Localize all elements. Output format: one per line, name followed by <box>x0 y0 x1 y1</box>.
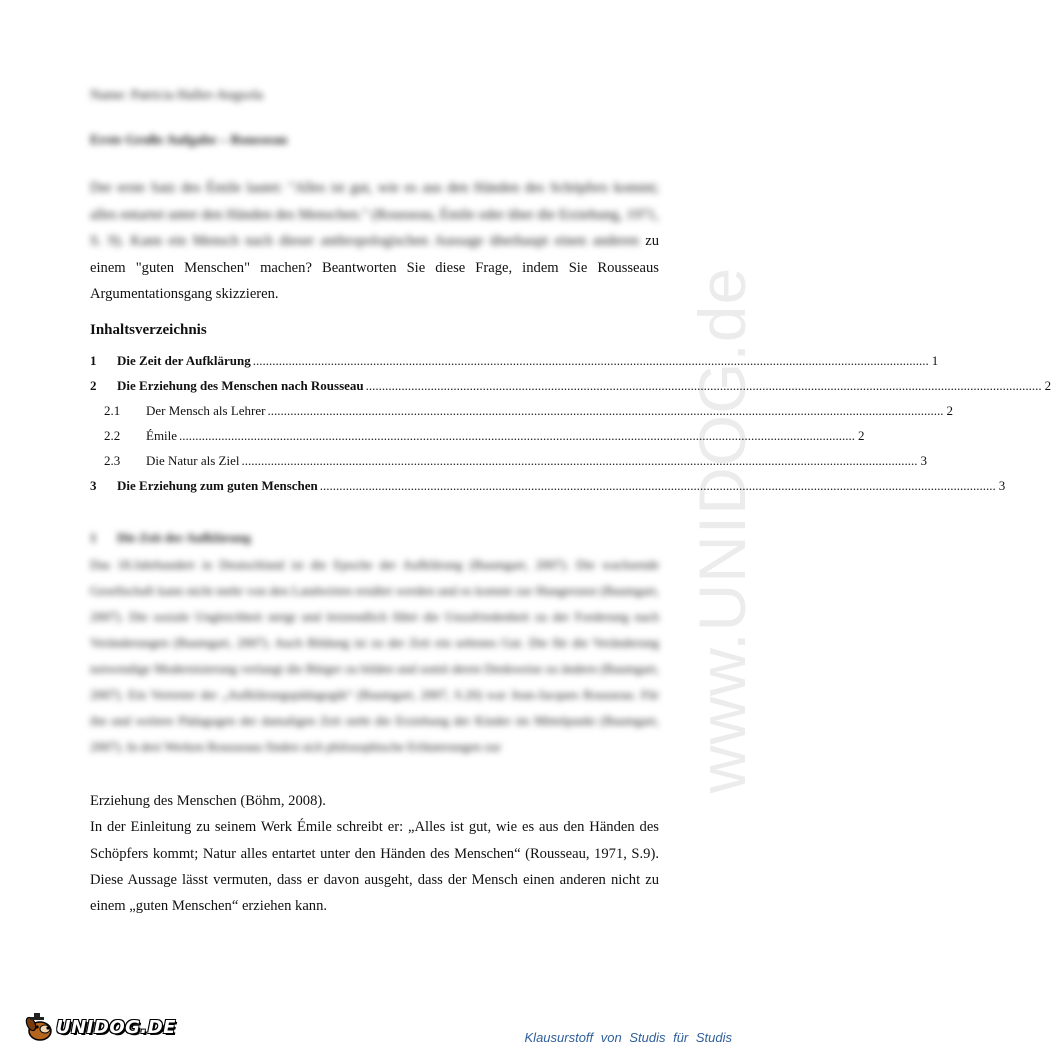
section-heading <box>90 530 251 546</box>
footer-tagline: Klausurstoff von Studis für Studis <box>524 1030 732 1045</box>
toc-leader-dots <box>320 473 996 498</box>
toc-leader-dots <box>253 348 929 373</box>
toc-entry-label: Die Erziehung zum guten Menschen <box>117 478 318 493</box>
toc-entry-label: Émile <box>146 428 178 443</box>
watermark: www.UNIDOG.de <box>685 266 759 794</box>
task-description <box>90 175 659 308</box>
toc-entry-number: 1 <box>90 353 97 368</box>
toc-entry-number: 2 <box>90 378 97 393</box>
toc-entry-label: Die Natur als Ziel <box>146 453 240 468</box>
toc-entry[interactable] <box>90 473 1006 498</box>
task-text-blurred: Der erste Satz des Émile lautet: "Alles ist gut, wie es aus den Händen des Schöpfers kommt; alles entartet unter den Händen des Menschen." (Rousseau, Émile oder über die Erziehung, 1971, S. 9). Kann ein Mensch nach dieser anthropologischen Aussage überhaupt einen anderen <box>90 180 659 249</box>
section-paragraph: In der Einleitung zu seinem Werk Émile schreibt er: „Alles ist gut, wie es aus den Händen des Schöpfers kommt; Natur alles entartet unter den Händen des Menschen“ (Rousseau, 1971, S.9). Diese Aussage lässt vermuten, dass er davon ausgeht, dass der Mensch einen anderen nicht zu einem „guten Menschen“ erziehen kann. <box>90 819 659 915</box>
section-text <box>90 788 659 919</box>
toc-entry-label: Die Erziehung des Menschen nach Rousseau <box>117 378 364 393</box>
section-text-blurred: Das 18.Jahrhundert in Deutschland ist die Epoche der Aufklärung (Baumgart, 2007). Die wachsende Gesellschaft kann nicht mehr von den Landwirten ernährt werden und es kommt zur Hungersnot (Baumgart, 2007). Die soziale Ungleichheit steigt und letztendlich führt die Unzufriedenheit zu der Forderung nach Veränderungen (Baumgart, 2007). Auch Bildung ist zu der Zeit ein seltenes Gut. Die für die Veränderung notwendige Modernisierung verlangt die Bürger zu bilden und somit deren Denkweise zu ändern (Baumgart, 2007). Ein Vertreter der „Aufklärungspädagogik“ (Baumgart, 2007, S.20) war Jean-Jacques Rousseau. Für ihn und weitere Pädagogen der damaligen Zeit steht die Erziehung der Kinder im Mittelpunkt (Baumgart, 2007). In drei Werken Rousseaus finden sich philosophische Erläuterungen zur <box>90 557 659 754</box>
toc-leader-dots <box>179 423 855 448</box>
author-name: Name: Patricia Haller-Angsola <box>90 88 264 103</box>
toc-entry[interactable] <box>90 398 953 423</box>
toc-entry-label: Der Mensch als Lehrer <box>146 403 266 418</box>
logo-text: UNIDOG.DE <box>56 1016 176 1038</box>
toc-entry-number: 2.1 <box>104 403 121 418</box>
task-text: zu einem "guten Menschen" machen? Beantworten Sie diese Frage, indem Sie Rousseaus Argumentationsgang skizzieren. <box>90 233 659 302</box>
dog-icon <box>22 1012 58 1042</box>
toc-heading: Inhaltsverzeichnis <box>90 322 207 338</box>
toc-entry-page: 1 <box>931 353 939 368</box>
toc-entry[interactable] <box>90 448 927 473</box>
toc-entry-page: 3 <box>920 453 927 468</box>
toc-leader-dots <box>242 448 918 473</box>
toc-leader-dots <box>366 373 1042 398</box>
toc-entry-number: 2.3 <box>104 453 121 468</box>
toc-entry-page: 2 <box>1044 378 1051 393</box>
table-of-contents <box>90 348 1051 498</box>
section-title: Die Zeit der Aufklärung <box>117 530 251 545</box>
toc-entry-page: 2 <box>946 403 953 418</box>
unidog-logo[interactable] <box>22 1012 176 1042</box>
toc-entry-label: Die Zeit der Aufklärung <box>117 353 251 368</box>
section-text-line: Erziehung des Menschen (Böhm, 2008). <box>90 793 326 809</box>
toc-entry[interactable] <box>90 373 1051 398</box>
toc-entry-page: 2 <box>858 428 865 443</box>
task-title: Erste Große Aufgabe – Rousseau <box>90 133 288 148</box>
toc-entry-number: 2.2 <box>104 428 121 443</box>
toc-leader-dots <box>267 398 943 423</box>
toc-entry[interactable] <box>90 423 865 448</box>
toc-entry-page: 3 <box>998 478 1006 493</box>
toc-entry[interactable] <box>90 348 939 373</box>
section-number: 1 <box>90 530 97 545</box>
toc-entry-number: 3 <box>90 478 97 493</box>
